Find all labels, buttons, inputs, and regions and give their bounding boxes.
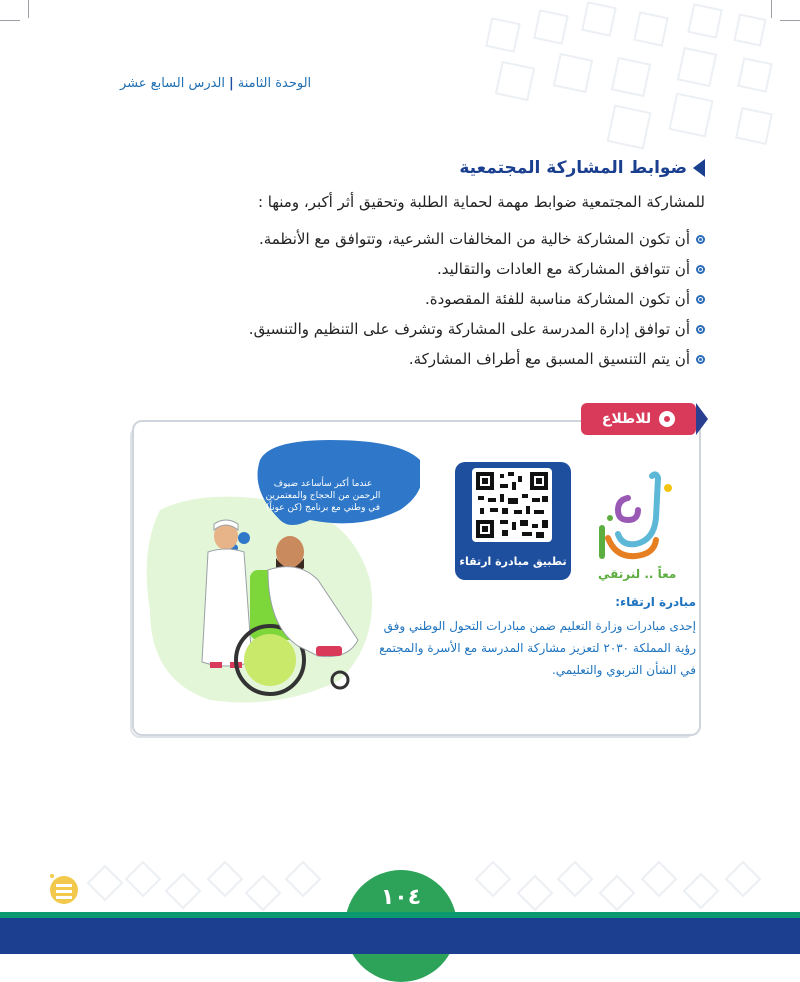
section-title <box>105 158 705 178</box>
section-intro: للمشاركة المجتمعية ضوابط مهمة لحماية الطلبة وتحقيق أثر أكبر، ومنها : <box>257 193 705 211</box>
list-item: أن تتوافق المشاركة مع العادات والتقاليد. <box>105 254 705 284</box>
list-item: أن تكون المشاركة خالية من المخالفات الشرعية، وتتوافق مع الأنظمة. <box>105 224 705 254</box>
page-number: ١٠٤ <box>380 885 422 910</box>
qr-label: تطبيق مبادرة ارتقاء <box>459 555 567 568</box>
lesson-label: الدرس السابع عشر <box>120 76 226 91</box>
initiative-text: إحدى مبادرات وزارة التعليم ضمن مبادرات التحول الوطني وفق رؤية المملكة ٢٠٣٠ لتعزيز مشاركة المدرسة مع الأسرة والمجتمع في الشأن التربوي والتعليمي. <box>379 619 696 677</box>
crop-mark <box>780 20 800 21</box>
logo-tagline: معاً .. لنرتقي <box>598 567 677 581</box>
list-item: أن توافق إدارة المدرسة على المشاركة وتشرف على التنظيم والتنسيق. <box>105 314 705 344</box>
speech-bubble-text: عندما أكبر سأساعد ضيوف الرحمن من الحجاج والمعتمرين في وطني مع برنامج (كن عوناً) <box>265 479 381 513</box>
qr-code-icon[interactable] <box>472 468 552 542</box>
list-item: أن تكون المشاركة مناسبة للفئة المقصودة. <box>105 284 705 314</box>
info-tab-label: للاطلاع <box>601 411 652 427</box>
bullet-icon <box>696 265 705 274</box>
list-item: أن يتم التنسيق المسبق مع أطراف المشاركة. <box>105 344 705 374</box>
unit-label: الوحدة الثامنة <box>237 76 312 91</box>
decorative-corner-icon <box>42 868 84 910</box>
bullet-icon <box>696 355 705 364</box>
info-tab <box>581 403 696 435</box>
bullet-list <box>105 224 705 374</box>
chevron-icon <box>693 159 705 177</box>
footer-band <box>0 918 800 954</box>
page-header <box>120 76 350 91</box>
initiative-title: مبادرة ارتقاء: <box>615 595 696 609</box>
bullet-icon <box>696 325 705 334</box>
crop-mark <box>0 20 20 21</box>
bullet-icon <box>696 295 705 304</box>
crop-mark <box>28 0 29 18</box>
crop-mark <box>771 0 772 18</box>
section-title-text: ضوابط المشاركة المجتمعية <box>459 158 687 178</box>
lightbulb-icon <box>659 411 675 427</box>
section-content <box>105 158 705 374</box>
header-separator: | <box>229 76 234 91</box>
bullet-icon <box>696 235 705 244</box>
